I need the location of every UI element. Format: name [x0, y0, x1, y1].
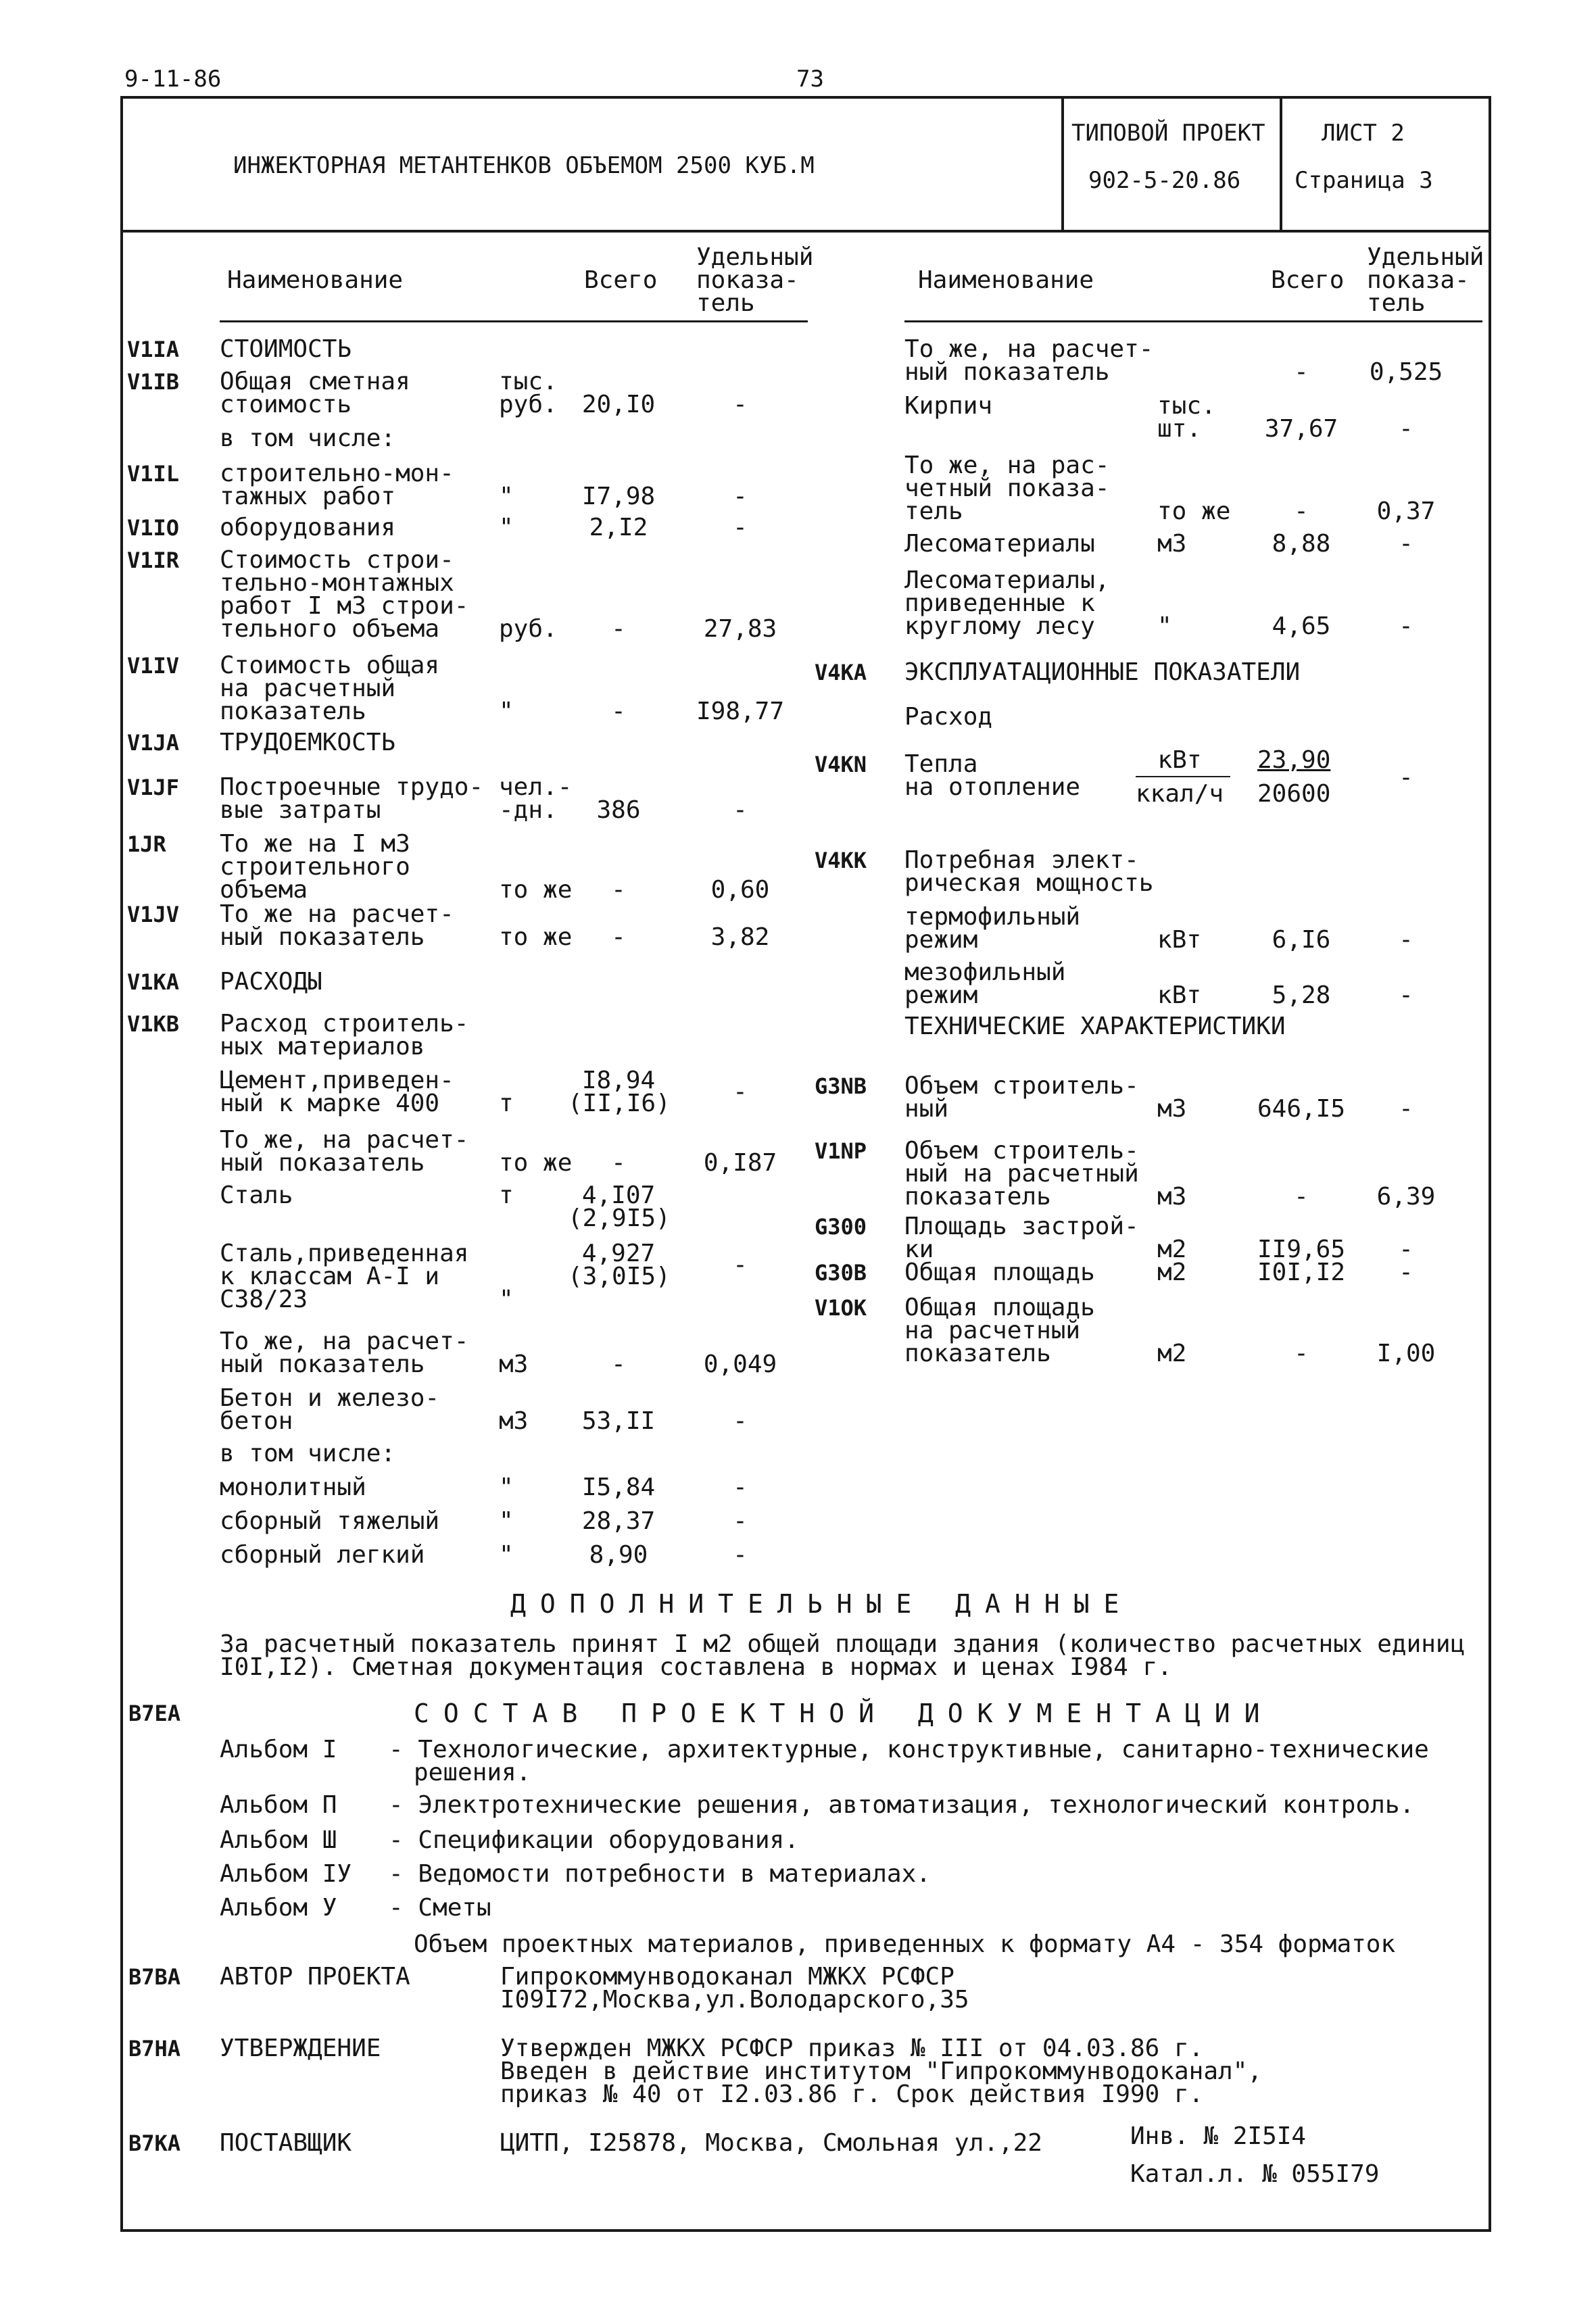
row-name-line: Общая сметная [220, 368, 410, 395]
row-name-line: Лесоматериалы, [904, 566, 1110, 594]
row-unit: " [499, 1541, 514, 1569]
row-name-line: показатель [904, 1183, 1051, 1211]
right-header-spec-1: Удельный [1367, 243, 1484, 271]
row-spec: - [733, 1507, 748, 1535]
row-name-line: Объем строитель- [904, 1072, 1139, 1100]
row-total: - [1294, 1183, 1309, 1211]
row-name-line: показатель [904, 1340, 1051, 1367]
info-code: B7BA [128, 1964, 181, 1990]
left-header-spec-3: тель [696, 289, 755, 317]
row-total: 20,I0 [581, 391, 656, 418]
row-name-line: монолитный [220, 1473, 366, 1501]
row-name-line: РАСХОДЫ [220, 968, 322, 996]
composition-heading: СОСТАВ ПРОЕКТНОЙ ДОКУМЕНТАЦИИ [414, 1699, 1274, 1728]
row-total: - [1294, 1340, 1309, 1367]
album-name: Альбом IУ [220, 1860, 352, 1888]
album-description: - Электротехнические решения, автоматизация, технологический контроль. [389, 1791, 1415, 1819]
right-header-total: Всего [1271, 266, 1345, 294]
frame-top [120, 96, 1491, 99]
row-total: 5,28 [1272, 981, 1331, 1009]
row-code: G300 [815, 1214, 867, 1240]
frame-bottom [120, 2229, 1491, 2232]
row-name-line: СТОИМОСТЬ [220, 335, 352, 363]
row-code: V1NP [815, 1138, 867, 1164]
row-name-line: То же, на расчет- [904, 335, 1154, 363]
album-name: Альбом У [220, 1894, 337, 1922]
row-unit: тыс. [499, 368, 558, 395]
row-spec: 0,60 [710, 876, 770, 904]
frame-left [120, 96, 123, 2232]
title-bottom-line [120, 230, 1491, 233]
row-total: I0I,I2 [1257, 1259, 1346, 1286]
row-unit: " [1157, 612, 1172, 640]
row-name-line: рическая мощность [904, 869, 1154, 897]
row-total: 8,90 [589, 1541, 648, 1569]
project-code: 902-5-20.86 [1088, 167, 1241, 194]
info-text: I09I72,Москва,ул.Володарского,35 [500, 1986, 969, 2014]
album-description: - Спецификации оборудования. [389, 1826, 799, 1854]
row-name-line: бетон [220, 1407, 293, 1435]
catalog-number: Катал.л. № 055I79 [1130, 2160, 1380, 2188]
row-spec: - [1399, 981, 1413, 1009]
row-name-line: ТРУДОЕМКОСТЬ [220, 729, 396, 756]
row-total: - [611, 923, 626, 951]
row-spec: 6,39 [1376, 1183, 1436, 1211]
left-header-underline [220, 320, 808, 322]
row-name-line: тель [904, 497, 963, 525]
row-spec: - [1399, 1259, 1413, 1286]
row-name-line: Расход строитель- [220, 1010, 469, 1038]
row-spec: 3,82 [710, 923, 770, 951]
row-code: V1JF [127, 775, 180, 800]
sheet-number: ЛИСТ 2 [1322, 120, 1405, 147]
row-unit: " [499, 483, 514, 510]
row-code: V1IR [127, 547, 180, 573]
row-name-line: строительно-мон- [220, 460, 454, 487]
row-name-line: То же на расчет- [220, 900, 454, 928]
row-name-line: режим [904, 926, 978, 954]
row-code: G30B [815, 1260, 867, 1286]
info-code: B7KA [128, 2130, 181, 2156]
row-name-line: тажных работ [220, 483, 396, 510]
row-spec: - [1399, 1095, 1413, 1123]
row-unit: руб. [499, 391, 558, 418]
row-name-line: объема [220, 876, 308, 904]
row-total-alt: (2,9I5) [568, 1204, 671, 1232]
row-unit: м3 [1157, 1183, 1187, 1211]
row-unit: " [499, 1507, 514, 1535]
row-unit: м3 [499, 1350, 529, 1378]
row-name-line: ный на расчетный [904, 1160, 1139, 1188]
row-name-line: круглому лесу [904, 612, 1095, 640]
row-unit: т [499, 1181, 514, 1209]
row-name-line: стоимость [220, 391, 352, 418]
additional-text-1: За расчетный показатель принят I м2 общей площади здания (количество расчетных единиц [220, 1630, 1466, 1658]
row-name-line: Лесоматериалы [904, 530, 1095, 558]
album-description: - Технологические, архитектурные, конструктивные, санитарно-технические [389, 1736, 1429, 1763]
row-total: 646,I5 [1257, 1095, 1346, 1123]
album-name: Альбом I [220, 1736, 337, 1763]
row-unit: шт. [1157, 415, 1202, 443]
row-unit: м2 [1157, 1340, 1187, 1367]
row-unit: кВт [1157, 746, 1202, 774]
row-spec: - [733, 1541, 748, 1569]
row-code: G3NB [815, 1073, 867, 1099]
row-name-line: вые затраты [220, 796, 381, 824]
row-total: 28,37 [581, 1507, 656, 1535]
row-spec: - [733, 1251, 748, 1279]
info-text: Введен в действие институтом "Гипрокоммунводоканал", [500, 2057, 1263, 2085]
frame-right [1489, 96, 1491, 2232]
row-total: - [611, 1350, 626, 1378]
row-name-line: тельно-монтажных [220, 569, 454, 597]
right-header-spec-2: показа- [1367, 266, 1470, 294]
row-spec: 0,525 [1369, 358, 1443, 386]
row-code: V4KK [815, 848, 867, 873]
row-name-line: Расход [904, 703, 993, 731]
row-unit: м2 [1157, 1236, 1187, 1263]
row-spec: - [1399, 764, 1413, 791]
row-total: 386 [596, 796, 641, 824]
row-unit: тыс. [1157, 392, 1216, 420]
row-name-line: Сталь,приведенная [220, 1240, 469, 1267]
row-name-line: Кирпич [904, 392, 993, 420]
row-spec: 27,83 [703, 615, 777, 643]
row-unit: то же [499, 876, 573, 904]
row-code: V4KN [815, 752, 867, 777]
row-name-line: показатель [220, 698, 366, 725]
row-name-line: Построечные трудо- [220, 773, 484, 801]
page-label: Страница 3 [1295, 167, 1433, 194]
row-spec: 0,I87 [703, 1149, 777, 1177]
row-name-line: Цемент,приведен- [220, 1067, 454, 1094]
row-unit: то же [499, 923, 573, 951]
row-spec: - [733, 391, 748, 418]
album-description: - Ведомости потребности в материалах. [389, 1860, 931, 1888]
row-total-alt: (3,0I5) [568, 1263, 671, 1290]
info-text: Гипрокоммунводоканал МЖКХ РСФСР [500, 1963, 954, 1991]
row-name-line: Стоимость общая [220, 652, 440, 679]
row-name-line: То же, на расчет- [220, 1126, 469, 1154]
row-name-line: сборный тяжелый [220, 1507, 440, 1535]
row-code: V1IV [127, 653, 180, 679]
row-name-line: Стоимость строи- [220, 546, 454, 574]
row-total: - [1294, 358, 1309, 386]
row-name-line: Общая площадь [904, 1259, 1095, 1286]
row-name-line: ных материалов [220, 1033, 425, 1061]
album-name: Альбом Ш [220, 1826, 337, 1854]
row-spec: - [1399, 530, 1413, 558]
row-total: - [611, 615, 626, 643]
row-code: V1OK [815, 1295, 867, 1321]
row-code: V1KB [127, 1011, 180, 1037]
row-unit: то же [1157, 497, 1231, 525]
row-name-line: Тепла [904, 750, 978, 778]
row-unit: ккал/ч [1136, 780, 1224, 808]
row-unit: кВт [1157, 926, 1202, 954]
row-total: I7,98 [581, 483, 656, 510]
info-text: приказ № 40 от I2.03.86 г. Срок действия I990 г. [500, 2080, 1204, 2108]
row-name-line: на расчетный [220, 675, 396, 702]
info-label: ПОСТАВЩИК [220, 2129, 352, 2157]
row-code: 1JR [127, 831, 166, 857]
left-header-total: Всего [584, 266, 658, 294]
additional-text-2: I0I,I2). Сметная документация составлена в нормах и ценах I984 г. [220, 1653, 1172, 1681]
row-name-line: С38/23 [220, 1286, 308, 1313]
row-spec: - [1399, 1236, 1413, 1263]
left-header-spec-1: Удельный [696, 243, 814, 271]
row-name-line: на отопление [904, 773, 1081, 801]
row-name-line: Сталь [220, 1181, 293, 1209]
row-code: V1JA [127, 730, 180, 756]
title-divider-2 [1280, 96, 1282, 231]
row-code: V1IL [127, 461, 180, 487]
page-number: 73 [796, 66, 824, 93]
row-name-line: ТЕХНИЧЕСКИЕ ХАРАКТЕРИСТИКИ [904, 1013, 1286, 1040]
row-unit: то же [499, 1149, 573, 1177]
row-unit: -дн. [499, 796, 558, 824]
row-unit: м2 [1157, 1259, 1187, 1286]
row-name-line: ки [904, 1236, 934, 1263]
row-total: 4,I07 [581, 1181, 656, 1209]
row-total: I5,84 [581, 1473, 656, 1501]
row-spec: - [1399, 612, 1413, 640]
row-spec: - [733, 1078, 748, 1106]
row-name-line: работ I м3 строи- [220, 592, 469, 620]
row-name-line: режим [904, 981, 978, 1009]
row-total: - [611, 1149, 626, 1177]
info-text: Утвержден МЖКХ РСФСР приказ № III от 04.03.86 г. [500, 2034, 1204, 2062]
row-name-line: ный показатель [220, 1350, 425, 1378]
row-name-line: Объем строитель- [904, 1137, 1139, 1165]
row-spec: I98,77 [696, 698, 785, 725]
row-spec: I,00 [1376, 1340, 1436, 1367]
row-name-line: ный показатель [220, 923, 425, 951]
row-spec: - [1399, 926, 1413, 954]
row-total: - [611, 876, 626, 904]
row-name-line: ный [904, 1095, 949, 1123]
row-name-line: на расчетный [904, 1317, 1081, 1344]
fraction-line [1136, 776, 1230, 777]
row-total: - [611, 698, 626, 725]
info-label: АВТОР ПРОЕКТА [220, 1963, 410, 1991]
row-total: 4,927 [581, 1240, 656, 1267]
row-unit: кВт [1157, 981, 1202, 1009]
row-name-line: То же, на расчет- [220, 1327, 469, 1355]
row-code: V1IA [127, 337, 180, 362]
row-spec: - [733, 1407, 748, 1435]
row-total: I8,94 [581, 1067, 656, 1094]
row-spec: - [733, 483, 748, 510]
row-code: V1IO [127, 515, 180, 541]
row-unit: руб. [499, 615, 558, 643]
row-name-line: приведенные к [904, 589, 1095, 617]
row-name-line: ный показатель [220, 1149, 425, 1177]
row-unit: чел.- [499, 773, 573, 801]
row-spec: - [733, 796, 748, 824]
row-name-line: сборный легкий [220, 1541, 425, 1569]
row-code: V4KA [815, 660, 867, 685]
info-code: B7HA [128, 2036, 181, 2062]
composition-code: B7EA [128, 1701, 181, 1726]
row-spec: 0,049 [703, 1350, 777, 1378]
album-description: решения. [414, 1759, 531, 1786]
album-description: - Сметы [389, 1894, 491, 1922]
row-code: V1IB [127, 369, 180, 395]
row-name-line: в том числе: [220, 1440, 396, 1467]
row-total: II9,65 [1257, 1236, 1346, 1263]
row-name-line: Потребная элект- [904, 846, 1139, 874]
info-text: ЦИТП, I25878, Москва, Смольная ул.,22 [500, 2129, 1042, 2157]
row-total: 4,65 [1272, 612, 1331, 640]
album-name: Альбом П [220, 1791, 337, 1819]
row-name-line: четный показа- [904, 474, 1110, 502]
row-name-line: оборудования [220, 514, 396, 541]
document-title: ИНЖЕКТОРНАЯ МЕТАНТЕНКОВ ОБЪЕМОМ 2500 КУБ.М [233, 152, 815, 179]
left-header-name: Наименование [227, 266, 404, 294]
row-name-line: Общая площадь [904, 1294, 1095, 1321]
row-unit: " [499, 1473, 514, 1501]
row-unit: м3 [1157, 1095, 1187, 1123]
volume-text: Объем проектных материалов, приведенных к формату А4 - 354 форматок [414, 1930, 1396, 1958]
right-header-spec-3: тель [1367, 289, 1426, 317]
row-spec: - [1399, 415, 1413, 443]
row-total: 23,90 [1257, 746, 1331, 774]
row-unit: т [499, 1090, 514, 1117]
row-code: V1KA [127, 969, 180, 995]
row-unit: " [499, 1286, 514, 1313]
row-name-line: ный показатель [904, 358, 1110, 386]
row-unit: м3 [1157, 530, 1187, 558]
row-name-line: Бетон и железо- [220, 1384, 440, 1412]
inventory-number: Инв. № 2I5I4 [1130, 2122, 1307, 2150]
row-unit: " [499, 698, 514, 725]
row-name-line: То же на I м3 [220, 830, 410, 858]
row-unit: " [499, 514, 514, 541]
info-label: УТВЕРЖДЕНИЕ [220, 2034, 381, 2062]
title-divider-1 [1061, 96, 1064, 231]
row-name-line: Площадь застрой- [904, 1213, 1139, 1240]
left-header-spec-2: показа- [696, 266, 799, 294]
right-header-name: Наименование [918, 266, 1094, 294]
row-spec: - [733, 514, 748, 541]
row-total: 2,I2 [589, 514, 648, 541]
row-total: 6,I6 [1272, 926, 1331, 954]
typical-project-label: ТИПОВОЙ ПРОЕКТ [1071, 120, 1265, 147]
row-total-alt: 20600 [1257, 780, 1331, 808]
row-total: 8,88 [1272, 530, 1331, 558]
row-total: 37,67 [1264, 415, 1338, 443]
row-unit: м3 [499, 1407, 529, 1435]
page-date: 9-11-86 [124, 66, 222, 93]
row-name-line: термофильный [904, 903, 1081, 931]
row-total: - [1294, 497, 1309, 525]
row-total: 53,II [581, 1407, 656, 1435]
row-spec: - [733, 1473, 748, 1501]
row-spec: 0,37 [1376, 497, 1436, 525]
row-name-line: тельного объема [220, 615, 440, 643]
row-code: V1JV [127, 902, 180, 927]
row-name-line: То же, на рас- [904, 452, 1110, 479]
row-name-line: к классам А-I и [220, 1263, 440, 1290]
additional-heading: ДОПОЛНИТЕЛЬНЫЕ ДАННЫЕ [510, 1589, 1134, 1619]
row-name-line: ЭКСПЛУАТАЦИОННЫЕ ПОКАЗАТЕЛИ [904, 658, 1301, 686]
row-name-line: ный к марке 400 [220, 1090, 440, 1117]
row-name-line: строительного [220, 853, 410, 881]
row-total-alt: (II,I6) [568, 1090, 671, 1117]
row-name-line: в том числе: [220, 424, 396, 452]
right-header-underline [904, 320, 1482, 322]
row-name-line: мезофильный [904, 958, 1066, 986]
